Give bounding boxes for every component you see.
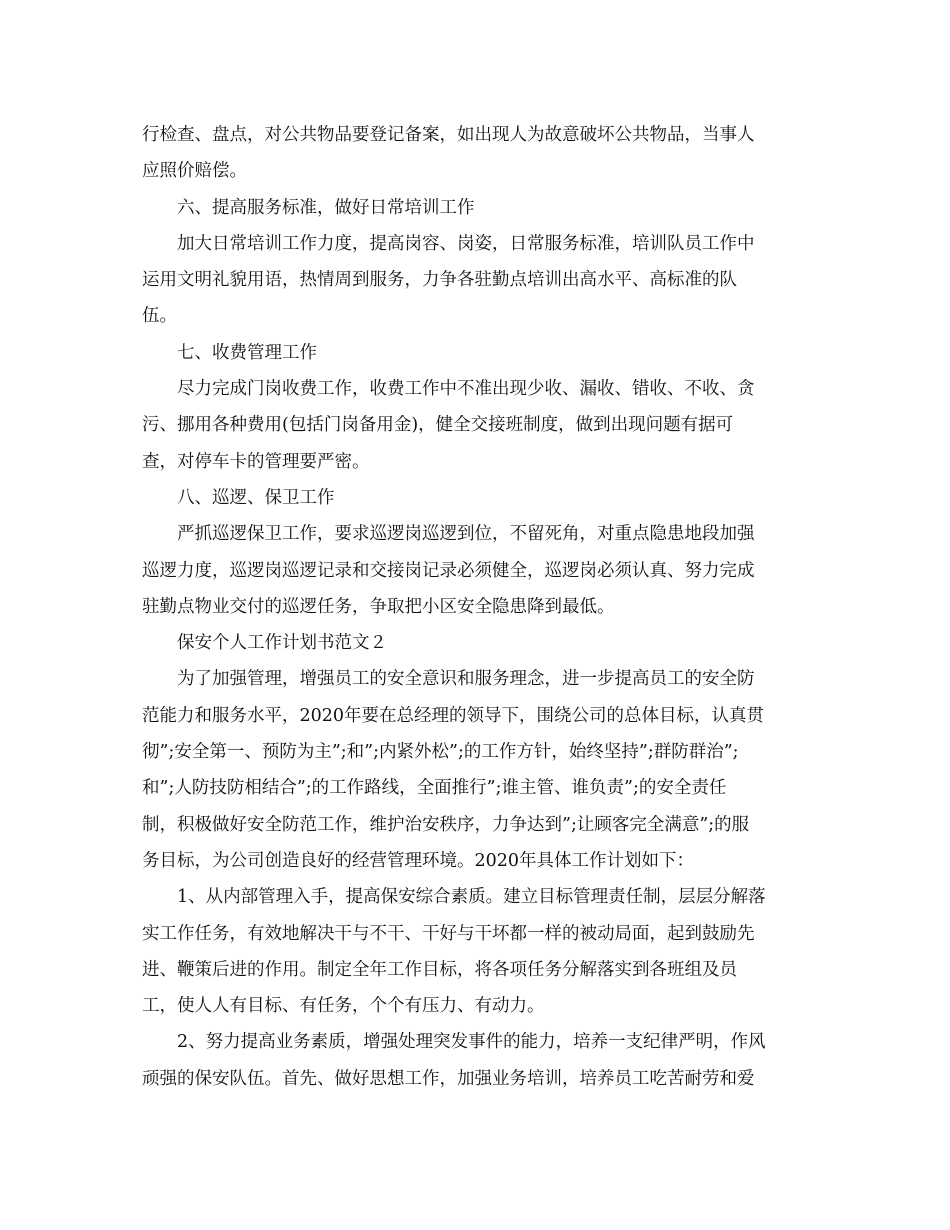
section-heading (142, 625, 812, 661)
paragraph (142, 1024, 812, 1097)
text-line: 加大日常培训工作力度，提高岗容、岗姿，日常服务标准，培训队员工作中 (177, 233, 755, 254)
section-heading (142, 480, 812, 516)
text-line: 顽强的保安队伍。首先、做好思想工作，加强业务培训，培养员工吃苦耐劳和爱 (142, 1068, 755, 1089)
paragraph (142, 879, 812, 1024)
text-line: 应照价赔偿。 (142, 161, 247, 182)
text-line: 制，积极做好安全防范工作，维护治安秩序，力争达到”;让顾客完全满意”;的服 (142, 814, 750, 835)
text-line: 驻勤点物业交付的巡逻任务，争取把小区安全隐患降到最低。 (142, 596, 615, 617)
text-line: 工，使人人有目标、有任务，个个有压力、有动力。 (142, 996, 545, 1017)
text-line: 严抓巡逻保卫工作，要求巡逻岗巡逻到位，不留死角，对重点隐患地段加强 (177, 524, 755, 545)
text-line: 污、挪用各种费用(包括门岗备用金)，健全交接班制度，做到出现问题有据可 (142, 415, 734, 436)
paragraph (142, 516, 812, 625)
text-line: 和”;人防技防相结合”;的工作路线，全面推行”;谁主管、谁负责”;的安全责任 (142, 778, 727, 799)
text-line: 1、从内部管理入手，提高保安综合素质。建立目标管理责任制，层层分解落 (177, 887, 766, 908)
paragraph (142, 226, 812, 335)
text-line: 实工作任务，有效地解决干与不干、干好与干坏都一样的被动局面，起到鼓励先 (142, 923, 755, 944)
text-line: 2、努力提高业务素质，增强处理突发事件的能力，培养一支纪律严明，作风 (177, 1032, 766, 1053)
paragraph (142, 371, 812, 480)
text-line: 务目标，为公司创造良好的经营管理环境。2020年具体工作计划如下： (142, 850, 695, 871)
section-heading (142, 190, 812, 226)
text-line: 行检查、盘点，对公共物品要登记备案，如出现人为故意破坏公共物品，当事人 (142, 125, 755, 145)
paragraph (142, 661, 812, 879)
section-heading (142, 335, 812, 371)
text-line: 查，对停车卡的管理要严密。 (142, 451, 370, 472)
text-line: 进、鞭策后进的作用。制定全年工作目标，将各项任务分解落实到各班组及员 (142, 959, 737, 980)
text-line: 为了加强管理，增强员工的安全意识和服务理念，进一步提高员工的安全防 (177, 669, 755, 690)
text-line: 七、收费管理工作 (177, 342, 317, 363)
text-line: 巡逻力度，巡逻岗巡逻记录和交接岗记录必须健全，巡逻岗必须认真、努力完成 (142, 560, 755, 581)
text-line: 六、提高服务标准，做好日常培训工作 (177, 197, 475, 218)
paragraph (142, 117, 812, 190)
text-line: 彻”;安全第一、预防为主”;和”;内紧外松”;的工作方针，始终坚持”;群防群治”; (142, 742, 739, 763)
text-line: 运用文明礼貌用语，热情周到服务，力争各驻勤点培训出高水平、高标准的队 (142, 270, 737, 291)
text-line: 八、巡逻、保卫工作 (177, 487, 335, 508)
text-line: 尽力完成门岗收费工作，收费工作中不准出现少收、漏收、错收、不收、贪 (177, 379, 755, 400)
document-body (142, 117, 812, 1097)
text-line: 保安个人工作计划书范文２ (177, 633, 387, 654)
text-line: 范能力和服务水平，2020年要在总经理的领导下，围绕公司的总体目标，认真贯 (142, 705, 765, 726)
text-line: 伍。 (142, 306, 177, 327)
